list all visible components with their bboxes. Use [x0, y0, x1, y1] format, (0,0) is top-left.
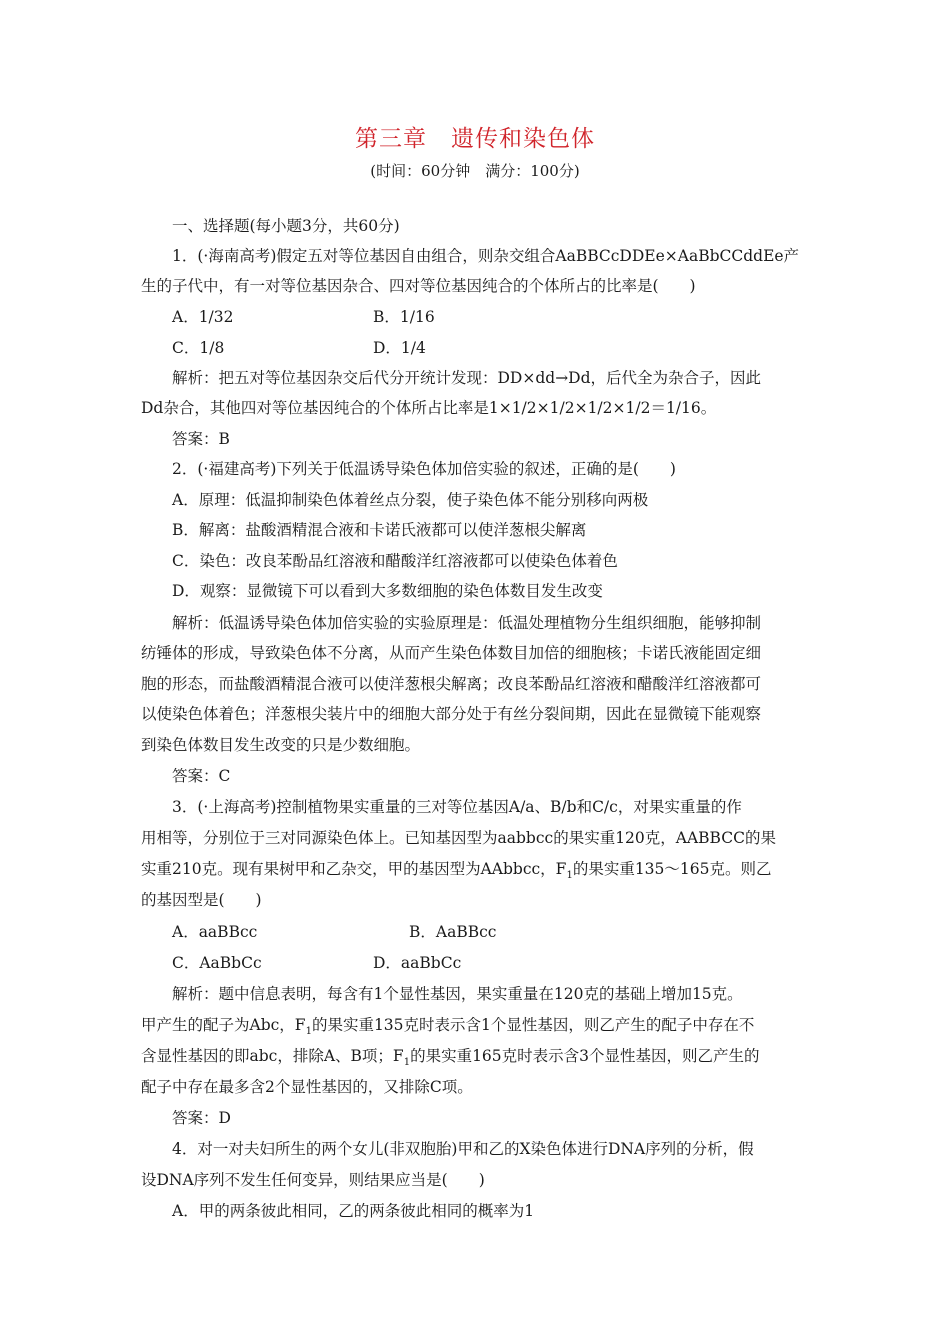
question-3-option-a: A．aaBBcc: [172, 923, 258, 941]
question-1-option-a: A．1/32: [172, 308, 234, 326]
question-4-stem-line2: 设DNA序列不发生任何变异，则结果应当是( ): [141, 1171, 485, 1189]
question-3-option-c: C．AaBbCc: [172, 954, 262, 972]
question-2-explanation-line3: 胞的形态，而盐酸酒精混合液可以使洋葱根尖解离；改良苯酚品红溶液和醋酸洋红溶液都可: [141, 675, 762, 693]
question-3-answer: 答案：D: [172, 1109, 231, 1127]
question-2-answer: 答案：C: [172, 767, 231, 785]
question-4-option-a: A．甲的两条彼此相同，乙的两条彼此相同的概率为1: [172, 1202, 535, 1220]
question-3-option-b: B．AaBBcc: [409, 923, 497, 941]
question-3-stem-line3: 实重210克。现有果树甲和乙杂交，甲的基因型为AAbbcc，$F_1$的果实重135～165克。则乙: [141, 860, 772, 882]
question-1-stem-line2: 生的子代中，有一对等位基因杂合、四对等位基因纯合的个体所占的比率是( ): [141, 277, 696, 295]
question-1-option-c: C．1/8: [172, 339, 225, 357]
question-3-explanation-line1: 解析：题中信息表明，每含有1个显性基因，果实重量在120克的基础上增加15克。: [172, 985, 743, 1003]
question-3-stem-line2: 用相等，分别位于三对同源染色体上。已知基因型为aabbcc的果实重120克，AABBCC的果: [141, 829, 776, 847]
exam-info: (时间：60分钟 满分：100分): [370, 162, 580, 180]
question-3-stem-line1: 3．(·上海高考)控制植物果实重量的三对等位基因A/a、B/b和C/c，对果实重量的作: [172, 798, 742, 816]
question-1-option-d: D．1/4: [373, 339, 426, 357]
question-3-explanation-line4: 配子中存在最多含2个显性基因的，又排除C项。: [141, 1078, 473, 1096]
question-2-explanation-line4: 以使染色体着色；洋葱根尖装片中的细胞大部分处于有丝分裂间期，因此在显微镜下能观察: [141, 705, 762, 723]
chapter-title: 第三章 遗传和染色体: [355, 126, 595, 152]
question-2-option-c: C．染色：改良苯酚品红溶液和醋酸洋红溶液都可以使染色体着色: [172, 552, 618, 570]
question-2-stem: 2．(·福建高考)下列关于低温诱导染色体加倍实验的叙述，正确的是( ): [172, 460, 676, 478]
question-4-stem-line1: 4．对一对夫妇所生的两个女儿(非双胞胎)甲和乙的X染色体进行DNA序列的分析，假: [172, 1140, 754, 1158]
section-heading: 一、选择题(每小题3分，共60分): [172, 217, 400, 235]
question-2-explanation-line2: 纺锤体的形成，导致染色体不分离，从而产生染色体数目加倍的细胞核；卡诺氏液能固定细: [141, 644, 762, 662]
question-3-stem-line4: 的基因型是( ): [141, 891, 262, 909]
question-1-explanation-line2: Dd杂合，其他四对等位基因纯合的个体所占比率是1×1/2×1/2×1/2×1/2＝1/16。: [141, 399, 717, 417]
question-2-option-d: D．观察：显微镜下可以看到大多数细胞的染色体数目发生改变: [172, 582, 603, 600]
question-2-option-a: A．原理：低温抑制染色体着丝点分裂，使子染色体不能分别移向两极: [172, 491, 649, 509]
question-1-option-b: B．1/16: [373, 308, 435, 326]
question-3-explanation-line2: 甲产生的配子为Abc，$F_1$的果实重135克时表示含1个显性基因，则乙产生的配子中存在不: [141, 1016, 755, 1038]
question-3-explanation-line3: 含显性基因的即abc，排除A、B项；$F_1$的果实重165克时表示含3个显性基因，则乙产生的: [141, 1047, 760, 1069]
question-2-option-b: B．解离：盐酸酒精混合液和卡诺氏液都可以使洋葱根尖解离: [172, 521, 587, 539]
question-1-explanation-line1: 解析：把五对等位基因杂交后代分开统计发现：DD×dd→Dd，后代全为杂合子，因此: [172, 369, 762, 387]
question-3-option-d: D．aaBbCc: [373, 954, 462, 972]
question-1-answer: 答案：B: [172, 430, 230, 448]
question-2-explanation-line1: 解析：低温诱导染色体加倍实验的实验原理是：低温处理植物分生组织细胞，能够抑制: [172, 614, 762, 632]
question-2-explanation-line5: 到染色体数目发生改变的只是少数细胞。: [141, 736, 421, 754]
question-1-stem-line1: 1．(·海南高考)假定五对等位基因自由组合，则杂交组合AaBBCcDDEe×AaBbCCddEe产: [172, 247, 800, 265]
